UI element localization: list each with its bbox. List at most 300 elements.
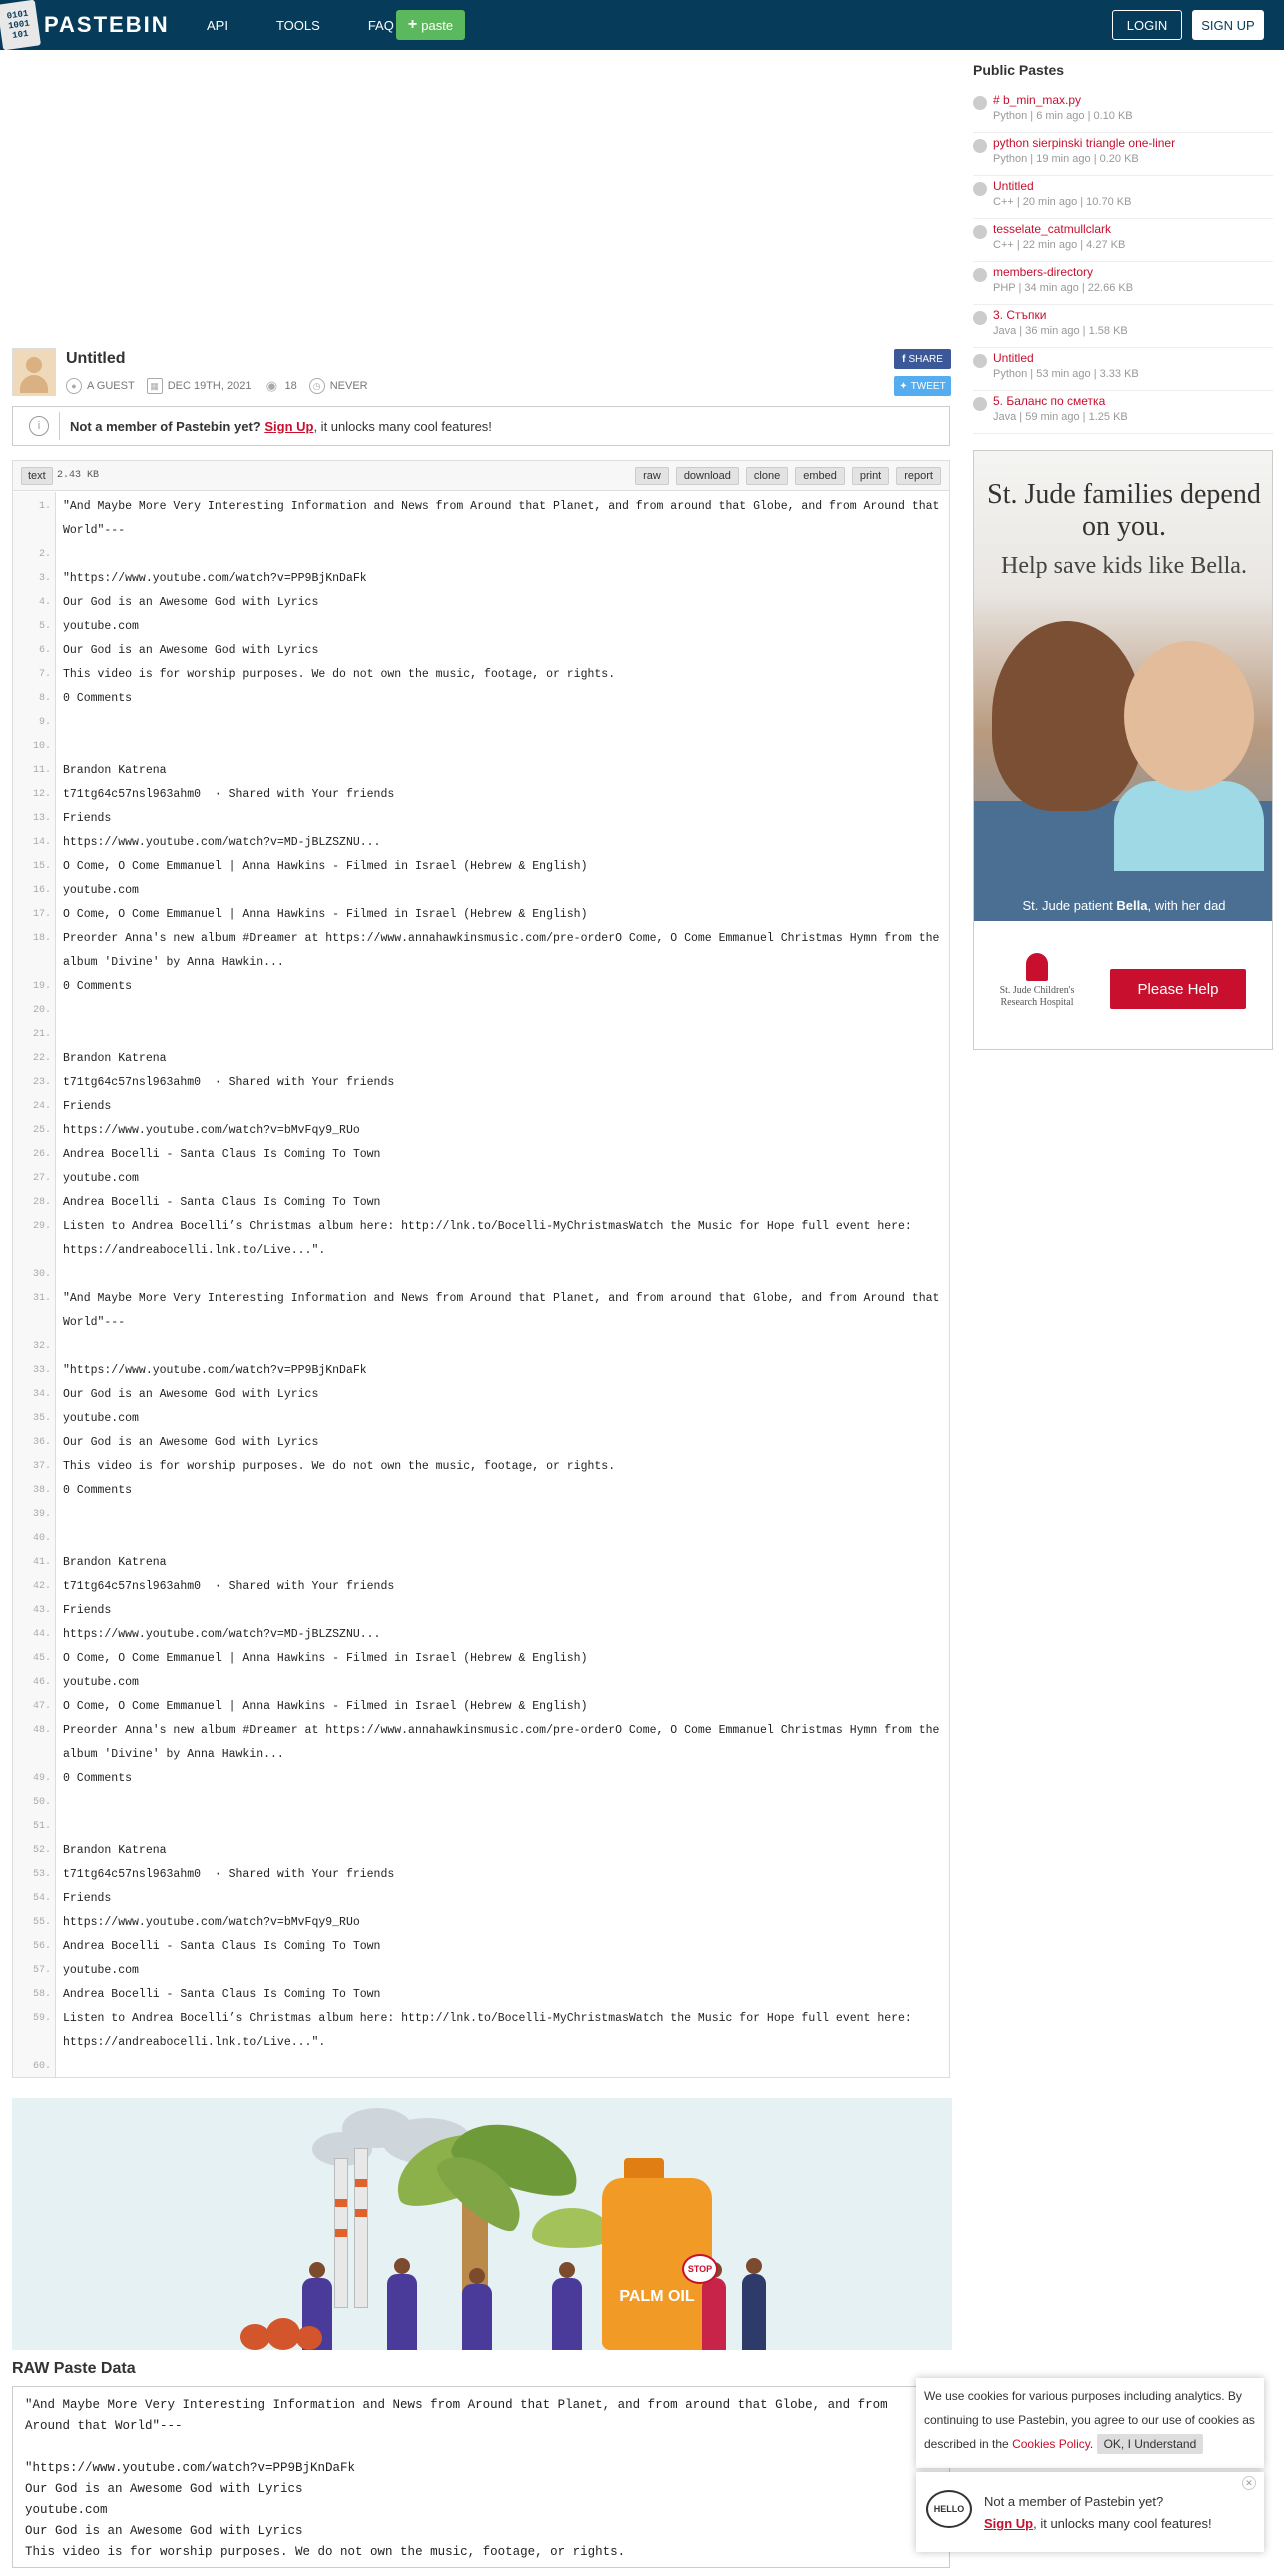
line-number: 8. (38, 693, 51, 704)
line-content: Friends (63, 1604, 112, 1617)
new-paste-button[interactable] (396, 10, 465, 40)
syntax-tag[interactable]: text (21, 467, 53, 485)
line-content: Andrea Bocelli - Santa Claus Is Coming To Town (63, 1148, 381, 1161)
report-button[interactable]: report (896, 467, 941, 485)
code-line (13, 1095, 949, 1119)
code-line (13, 639, 949, 663)
code-line (13, 759, 949, 783)
public-paste-name[interactable]: # b_min_max.py (993, 93, 1082, 107)
line-number: 16. (32, 885, 51, 896)
public-paste-name[interactable]: 5. Баланс по сметка (993, 394, 1106, 408)
line-content: O Come, O Come Emmanuel | Anna Hawkins - Filmed in Israel (Hebrew & English) (63, 1700, 588, 1713)
public-pastes-title: Public Pastes (973, 62, 1065, 78)
palm-oil-ad[interactable] (12, 2098, 952, 2350)
line-content: Our God is an Awesome God with Lyrics (63, 596, 319, 609)
raw-line: Our God is an Awesome God with Lyrics (25, 2482, 303, 2496)
st-jude-figure-icon (1026, 953, 1048, 981)
public-paste-item[interactable] (973, 219, 1273, 262)
toast-rest: , it unlocks many cool features! (1033, 2516, 1212, 2531)
line-number: 17. (32, 909, 51, 920)
top-header (0, 0, 1284, 50)
line-number: 13. (32, 813, 51, 824)
code-toolbar (13, 461, 949, 491)
paste-title: Untitled (66, 350, 126, 367)
line-number: 36. (32, 1437, 51, 1448)
public-paste-item[interactable] (973, 133, 1273, 176)
line-number: 10. (32, 741, 51, 752)
code-lines (13, 495, 949, 2079)
embed-button[interactable]: embed (795, 467, 845, 485)
line-number: 18. (32, 933, 51, 944)
raw-line: "https://www.youtube.com/watch?v=PP9BjKnDaFk (25, 2461, 356, 2475)
line-content: Our God is an Awesome God with Lyrics (63, 1436, 319, 1449)
line-number: 31. (32, 1293, 51, 1304)
line-number: 26. (32, 1149, 51, 1160)
public-paste-info (993, 221, 1125, 261)
signup-toast (916, 2472, 1264, 2552)
palm-fruit (296, 2326, 322, 2350)
public-paste-info (993, 350, 1139, 390)
ad-baby-shirt (1114, 781, 1264, 871)
line-content (56, 543, 946, 567)
plus-icon: + (407, 16, 418, 33)
code-line (13, 1263, 949, 1287)
line-content: Brandon Katrena (63, 764, 167, 777)
raw-line: Our God is an Awesome God with Lyrics (25, 2524, 303, 2538)
public-paste-meta: C++ | 22 min ago | 4.27 KB (993, 239, 1126, 251)
line-content: 0 Comments (63, 692, 133, 705)
author-info (66, 378, 135, 394)
code-line (13, 831, 949, 855)
cookie-ok-button[interactable]: OK, I Understand (1097, 2434, 1204, 2454)
line-number: 11. (32, 765, 51, 776)
close-icon[interactable]: ✕ (1242, 2476, 1256, 2490)
public-paste-meta: Python | 19 min ago | 0.20 KB (993, 153, 1139, 165)
code-line (13, 1623, 949, 1647)
line-number: 49. (32, 1773, 51, 1784)
logo-icon (0, 0, 41, 50)
public-paste-meta: Java | 59 min ago | 1.25 KB (993, 411, 1128, 423)
view-count: 18 (284, 380, 297, 392)
raw-paste-textarea[interactable] (12, 2386, 950, 2568)
code-line (13, 495, 949, 543)
line-content: Andrea Bocelli - Santa Claus Is Coming To Town (63, 1196, 381, 1209)
protester-head (746, 2258, 762, 2274)
public-paste-meta: Python | 53 min ago | 3.33 KB (993, 368, 1139, 380)
line-content (56, 1503, 946, 1527)
ad-baby-face (1124, 641, 1254, 791)
new-paste-label: paste (421, 17, 454, 33)
worker-head (469, 2268, 485, 2284)
public-paste-name[interactable]: Untitled (993, 351, 1034, 365)
line-number: 51. (32, 1821, 51, 1832)
public-paste-item[interactable] (973, 391, 1273, 434)
line-content: Listen to Andrea Bocelli’s Christmas album here: http://lnk.to/Bocelli-MyChristmasWatch the Music for Hope full event here: https://andreabocelli.lnk.to/Live...". (63, 2012, 919, 2049)
line-content (56, 1335, 946, 1359)
line-number: 9. (38, 717, 51, 728)
raw-line: "And Maybe More Very Interesting Information and News from Around that Planet, and from around that Globe, and from Around that World"--- (25, 2398, 896, 2433)
code-line (13, 1527, 949, 1551)
public-paste-meta: C++ | 20 min ago | 10.70 KB (993, 196, 1132, 208)
line-content: Brandon Katrena (63, 1052, 167, 1065)
code-line (13, 1191, 949, 1215)
code-line (13, 615, 949, 639)
line-content (56, 1527, 946, 1551)
line-content: Listen to Andrea Bocelli’s Christmas album here: http://lnk.to/Bocelli-MyChristmasWatch the Music for Hope full event here: https://andreabocelli.lnk.to/Live...". (63, 1220, 919, 1257)
public-paste-info (993, 393, 1128, 433)
facebook-share-button[interactable] (894, 349, 951, 369)
line-content: 0 Comments (63, 1772, 133, 1785)
code-line (13, 879, 949, 903)
public-paste-meta: PHP | 34 min ago | 22.66 KB (993, 282, 1134, 294)
code-line (13, 1935, 949, 1959)
code-line (13, 1575, 949, 1599)
code-line (13, 543, 949, 567)
notice-text (59, 412, 492, 440)
ad-caption-pre: St. Jude patient (1022, 898, 1117, 913)
line-content: O Come, O Come Emmanuel | Anna Hawkins - Filmed in Israel (Hebrew & English) (63, 860, 588, 873)
code-line (13, 1407, 949, 1431)
line-number: 25. (32, 1125, 51, 1136)
public-paste-meta: Python | 6 min ago | 0.10 KB (993, 110, 1133, 122)
palm-fruit (266, 2318, 300, 2350)
line-content: Our God is an Awesome God with Lyrics (63, 1388, 319, 1401)
line-number: 34. (32, 1389, 51, 1400)
code-line (13, 663, 949, 687)
paste-date: DEC 19TH, 2021 (167, 380, 252, 392)
code-line (13, 1551, 949, 1575)
protester-figure (742, 2274, 766, 2350)
public-paste-meta: Java | 36 min ago | 1.58 KB (993, 325, 1128, 337)
line-number: 30. (32, 1269, 51, 1280)
line-content: "https://www.youtube.com/watch?v=PP9BjKnDaFk (63, 572, 367, 585)
line-number: 47. (32, 1701, 51, 1712)
code-line (13, 1383, 949, 1407)
line-content: youtube.com (63, 1412, 139, 1425)
code-line (13, 1767, 949, 1791)
line-number: 15. (32, 861, 51, 872)
public-paste-name[interactable]: python sierpinski triangle one-liner (993, 136, 1176, 150)
raw-line: youtube.com (25, 2503, 108, 2517)
code-line (13, 1287, 949, 1335)
worker-figure (462, 2284, 492, 2350)
line-number: 22. (32, 1053, 51, 1064)
notice-bold: Not a member of Pastebin yet? (70, 418, 261, 434)
share-label: SHARE (908, 353, 943, 365)
code-line (13, 975, 949, 999)
line-content: t71tg64c57nsl963ahm0 · Shared with Your friends (63, 1076, 395, 1089)
code-line (13, 567, 949, 591)
st-jude-logo (992, 953, 1082, 1009)
signup-button[interactable]: SIGN UP (1192, 10, 1264, 40)
signup-notice (12, 406, 950, 446)
public-paste-name[interactable]: 3. Стъпки (993, 308, 1047, 322)
code-line (13, 1359, 949, 1383)
cookie-text-end: . (1089, 2437, 1094, 2451)
line-content: Friends (63, 812, 112, 825)
ad-subheadline: Help save kids like Bella. (1001, 553, 1247, 579)
line-number: 50. (32, 1797, 51, 1808)
login-button[interactable]: LOGIN (1112, 10, 1182, 40)
line-content (56, 711, 946, 735)
toast-line2 (984, 2516, 1212, 2531)
line-content: https://www.youtube.com/watch?v=MD-jBLZSZNU... (63, 836, 381, 849)
line-content: Friends (63, 1892, 112, 1905)
line-content: Friends (63, 1100, 112, 1113)
code-line (13, 1839, 949, 1863)
line-number: 45. (32, 1653, 51, 1664)
code-line (13, 1335, 949, 1359)
line-number: 2. (38, 549, 51, 560)
nav-api[interactable]: API (207, 17, 228, 33)
globe-icon (973, 268, 987, 282)
public-paste-info (993, 264, 1133, 304)
public-paste-item[interactable] (973, 262, 1273, 305)
code-line (13, 687, 949, 711)
notice-rest: , it unlocks many cool features! (313, 418, 492, 434)
code-line (13, 1791, 949, 1815)
globe-icon (973, 96, 987, 110)
line-content: "And Maybe More Very Interesting Information and News from Around that Planet, and from around that Globe, and from Around that World"--- (63, 1292, 947, 1329)
code-line (13, 1911, 949, 1935)
logo-text: PASTEBIN (44, 12, 170, 37)
nav-faq[interactable]: FAQ (367, 17, 394, 33)
code-line (13, 1119, 949, 1143)
notice-signup-link[interactable]: Sign Up (264, 418, 314, 434)
ad-headline: St. Jude families depend on you. (987, 479, 1261, 542)
code-line (13, 591, 949, 615)
line-number: 58. (32, 1989, 51, 2000)
globe-icon (973, 139, 987, 153)
line-number: 37. (32, 1461, 51, 1472)
line-content: Preorder Anna's new album #Dreamer at https://www.annahawkinsmusic.com/pre-orderO Come, O Come Emmanuel Christmas Hymn from the album 'Divine' by Anna Hawkin... (63, 932, 947, 969)
code-line (13, 1887, 949, 1911)
line-content: O Come, O Come Emmanuel | Anna Hawkins - Filmed in Israel (Hebrew & English) (63, 908, 588, 921)
line-content (56, 1791, 946, 1815)
tweet-button[interactable] (894, 376, 951, 396)
code-line (13, 1431, 949, 1455)
hello-bubble-icon: HELLO (926, 2490, 972, 2528)
code-line (13, 1647, 949, 1671)
paste-code-box (12, 460, 950, 2078)
line-number: 29. (32, 1221, 51, 1232)
line-number: 27. (32, 1173, 51, 1184)
line-number: 3. (38, 573, 51, 584)
line-number: 21. (32, 1029, 51, 1040)
line-content: Our God is an Awesome God with Lyrics (63, 644, 319, 657)
paste-size: 2.43 KB (57, 470, 100, 481)
line-number: 43. (32, 1605, 51, 1616)
worker-figure (552, 2278, 582, 2350)
code-line (13, 855, 949, 879)
code-line (13, 1455, 949, 1479)
line-number: 57. (32, 1965, 51, 1976)
cookie-banner (916, 2378, 1264, 2468)
ad-footer (974, 921, 1272, 1050)
code-line (13, 903, 949, 927)
ad-photo (974, 451, 1272, 921)
line-number: 46. (32, 1677, 51, 1688)
line-content: 0 Comments (63, 980, 133, 993)
logo-line1: St. Jude Children's (999, 985, 1075, 996)
code-line (13, 1719, 949, 1767)
line-number: 60. (32, 2061, 51, 2072)
palm-leaf (532, 2208, 612, 2248)
pastebin-logo[interactable] (0, 2, 170, 48)
public-paste-info (993, 135, 1175, 175)
line-content: youtube.com (63, 1172, 139, 1185)
worker-head (559, 2262, 575, 2278)
line-number: 53. (32, 1869, 51, 1880)
cookies-policy-link[interactable]: Cookies Policy (1012, 2437, 1090, 2451)
views-info (263, 378, 296, 394)
facebook-icon: f (902, 353, 906, 365)
public-paste-info (993, 92, 1133, 132)
code-line (13, 2055, 949, 2079)
line-content: Andrea Bocelli - Santa Claus Is Coming To Town (63, 1940, 381, 1953)
line-number: 12. (32, 789, 51, 800)
line-content: Preorder Anna's new album #Dreamer at https://www.annahawkinsmusic.com/pre-orderO Come, O Come Emmanuel Christmas Hymn from the album 'Divine' by Anna Hawkin... (63, 1724, 947, 1761)
line-content (56, 735, 946, 759)
line-number: 59. (32, 2013, 51, 2024)
line-number: 55. (32, 1917, 51, 1928)
toast-line1: Not a member of Pastebin yet? (984, 2494, 1164, 2509)
public-paste-name[interactable]: tesselate_catmullclark (993, 222, 1112, 236)
expiry-value: NEVER (329, 380, 368, 392)
public-paste-item[interactable] (973, 348, 1273, 391)
line-number: 1. (38, 501, 51, 512)
ad-caption (974, 898, 1273, 913)
code-line (13, 1599, 949, 1623)
st-jude-ad[interactable] (973, 450, 1273, 1050)
public-paste-name[interactable]: members-directory (993, 265, 1094, 279)
code-line (13, 1143, 949, 1167)
line-number: 38. (32, 1485, 51, 1496)
line-number: 40. (32, 1533, 51, 1544)
worker-figure (387, 2274, 417, 2350)
public-paste-info (993, 307, 1128, 347)
line-number: 41. (32, 1557, 51, 1568)
eye-icon: ◉ (265, 378, 278, 393)
code-line (13, 1047, 949, 1071)
download-button[interactable]: download (676, 467, 739, 485)
line-number: 52. (32, 1845, 51, 1856)
line-content: "And Maybe More Very Interesting Information and News from Around that Planet, and from around that Globe, and from Around that World"--- (63, 500, 947, 537)
logo-line2: Research Hospital (1000, 997, 1074, 1008)
line-number: 7. (38, 669, 51, 680)
code-line (13, 1695, 949, 1719)
line-number: 28. (32, 1197, 51, 1208)
line-content: https://www.youtube.com/watch?v=bMvFqy9_RUo (63, 1916, 360, 1929)
code-line (13, 999, 949, 1023)
line-content: This video is for worship purposes. We do not own the music, footage, or rights. (63, 668, 616, 681)
line-content (56, 1023, 946, 1047)
line-content: Brandon Katrena (63, 1556, 167, 1569)
nav-tools[interactable]: TOOLS (275, 17, 320, 33)
ad-dad-face (992, 621, 1142, 811)
code-line (13, 807, 949, 831)
public-paste-name[interactable]: Untitled (993, 179, 1034, 193)
line-number: 35. (32, 1413, 51, 1424)
info-icon: i (29, 416, 49, 436)
code-line (13, 1167, 949, 1191)
line-content (56, 1815, 946, 1839)
please-help-button[interactable]: Please Help (1110, 969, 1246, 1009)
line-content (56, 999, 946, 1023)
factory-chimney (354, 2148, 368, 2308)
code-line (13, 1863, 949, 1887)
line-content: youtube.com (63, 1964, 139, 1977)
line-content: O Come, O Come Emmanuel | Anna Hawkins - Filmed in Israel (Hebrew & English) (63, 1652, 588, 1665)
paste-meta (66, 378, 380, 394)
line-number: 19. (32, 981, 51, 992)
calendar-icon: ▦ (147, 378, 163, 394)
print-button[interactable]: print (852, 467, 889, 485)
line-number: 23. (32, 1077, 51, 1088)
line-content: t71tg64c57nsl963ahm0 · Shared with Your friends (63, 1580, 395, 1593)
date-info (147, 378, 252, 394)
line-number: 24. (32, 1101, 51, 1112)
public-paste-item[interactable] (973, 305, 1273, 348)
public-paste-item[interactable] (973, 176, 1273, 219)
line-number: 20. (32, 1005, 51, 1016)
globe-icon (973, 225, 987, 239)
line-content: https://www.youtube.com/watch?v=MD-jBLZSZNU... (63, 1628, 381, 1641)
worker-head (309, 2262, 325, 2278)
twitter-icon: ✦ (899, 380, 908, 392)
clock-icon: ◷ (309, 378, 325, 394)
ad-caption-name: Bella (1116, 898, 1148, 913)
user-icon: ● (66, 378, 82, 394)
guest-avatar (12, 348, 56, 396)
code-line (13, 1983, 949, 2007)
code-line (13, 1671, 949, 1695)
worker-head (394, 2258, 410, 2274)
code-line (13, 711, 949, 735)
stop-sign: STOP (682, 2254, 718, 2284)
code-tools (635, 467, 941, 485)
line-content (56, 1263, 946, 1287)
line-content: t71tg64c57nsl963ahm0 · Shared with Your friends (63, 788, 395, 801)
line-content: https://www.youtube.com/watch?v=bMvFqy9_RUo (63, 1124, 360, 1137)
public-paste-item[interactable] (973, 90, 1273, 133)
globe-icon (973, 311, 987, 325)
raw-button[interactable]: raw (635, 467, 669, 485)
line-content: Andrea Bocelli - Santa Claus Is Coming To Town (63, 1988, 381, 2001)
line-number: 39. (32, 1509, 51, 1520)
raw-line: This video is for worship purposes. We do not own the music, footage, or rights. (25, 2545, 626, 2559)
line-number: 6. (38, 645, 51, 656)
code-line (13, 1959, 949, 1983)
code-line (13, 927, 949, 975)
factory-chimney (334, 2158, 348, 2308)
line-number: 42. (32, 1581, 51, 1592)
line-number: 56. (32, 1941, 51, 1952)
line-content: youtube.com (63, 884, 139, 897)
line-number: 5. (38, 621, 51, 632)
expiry-info (309, 378, 368, 394)
protester-figure (702, 2278, 726, 2350)
clone-button[interactable]: clone (746, 467, 788, 485)
toast-signup-link[interactable]: Sign Up (984, 2516, 1034, 2531)
line-content: youtube.com (63, 620, 139, 633)
line-content (56, 2055, 946, 2079)
globe-icon (973, 354, 987, 368)
code-line (13, 1023, 949, 1047)
line-number: 54. (32, 1893, 51, 1904)
globe-icon (973, 397, 987, 411)
public-pastes-list (973, 90, 1273, 434)
